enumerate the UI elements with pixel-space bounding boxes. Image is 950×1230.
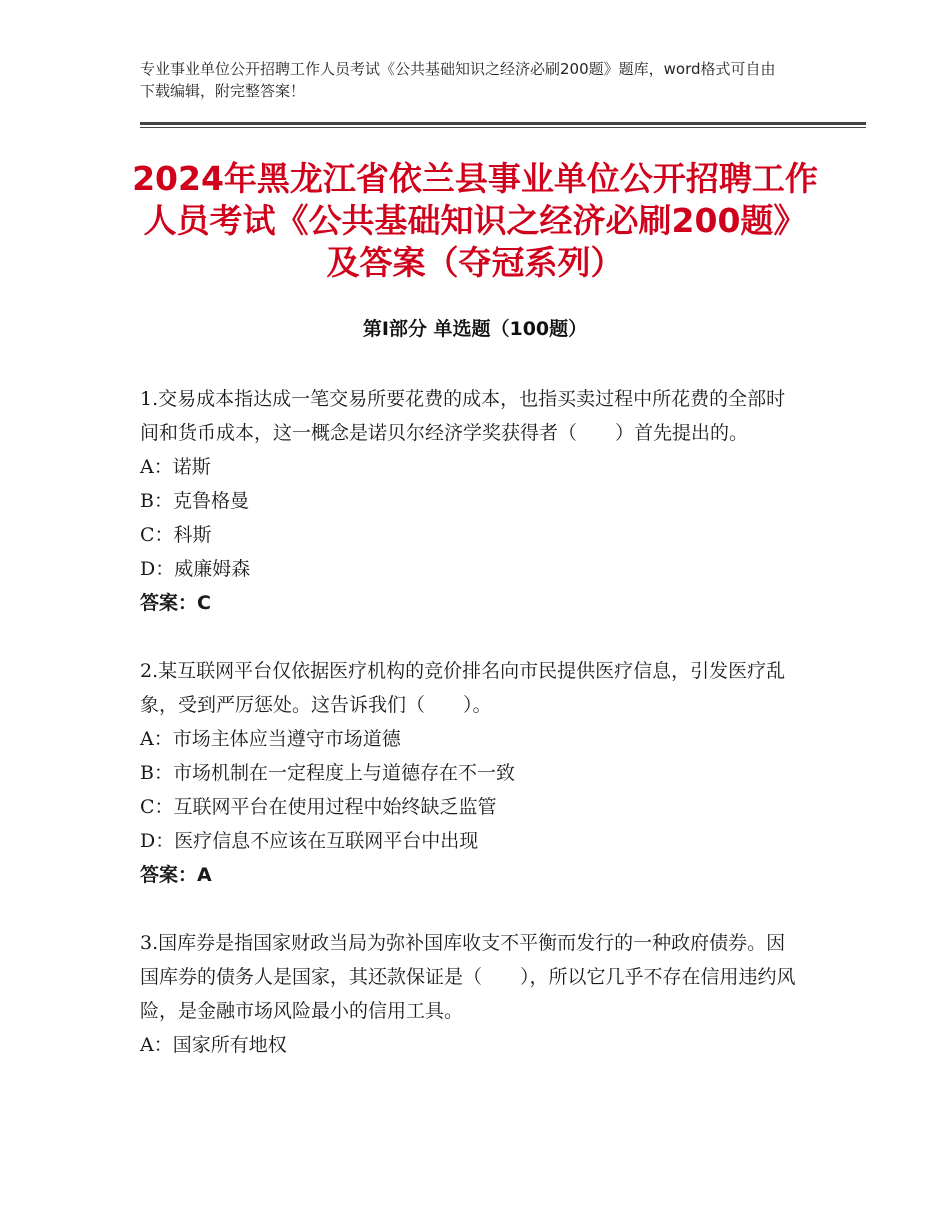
option-a: A：市场主体应当遵守市场道德 [140, 728, 401, 750]
option-b: B：克鲁格曼 [140, 490, 249, 512]
option-c: C：科斯 [140, 524, 212, 546]
option-d: D：威廉姆森 [140, 558, 251, 580]
header-note: 专业事业单位公开招聘工作人员考试《公共基础知识之经济必刷200题》题库，word格式可自由下载编辑，附完整答案！ [140, 60, 776, 100]
document-title: 2024年黑龙江省依兰县事业单位公开招聘工作人员考试《公共基础知识之经济必刷200题》及答案（夺冠系列） [132, 159, 818, 282]
option-c: C：互联网平台在使用过程中始终缺乏监管 [140, 796, 497, 818]
question-stem: 3.国库券是指国家财政当局为弥补国库收支不平衡而发行的一种政府债券。因国库券的债务人是国家，其还款保证是（ ），所以它几乎不存在信用违约风险，是金融市场风险最小的信用工具。 [140, 932, 796, 1022]
question-item [140, 654, 800, 892]
question-item [140, 382, 800, 620]
option-a: A：国家所有地权 [140, 1034, 287, 1056]
question-list [140, 382, 800, 1096]
header-divider [140, 122, 866, 128]
answer-line: 答案：C [140, 592, 211, 614]
question-item [140, 926, 800, 1062]
option-d: D：医疗信息不应该在互联网平台中出现 [140, 830, 479, 852]
option-a: A：诺斯 [140, 456, 211, 478]
answer-line: 答案：A [140, 864, 212, 886]
option-b: B：市场机制在一定程度上与道德存在不一致 [140, 762, 515, 784]
question-stem: 2.某互联网平台仅依据医疗机构的竞价排名向市民提供医疗信息，引发医疗乱象，受到严厉惩处。这告诉我们（ ）。 [140, 660, 786, 716]
question-stem: 1.交易成本指达成一笔交易所要花费的成本，也指买卖过程中所花费的全部时间和货币成本，这一概念是诺贝尔经济学奖获得者（ ）首先提出的。 [140, 388, 786, 444]
section-title: 第Ⅰ部分 单选题（100题） [362, 318, 588, 340]
